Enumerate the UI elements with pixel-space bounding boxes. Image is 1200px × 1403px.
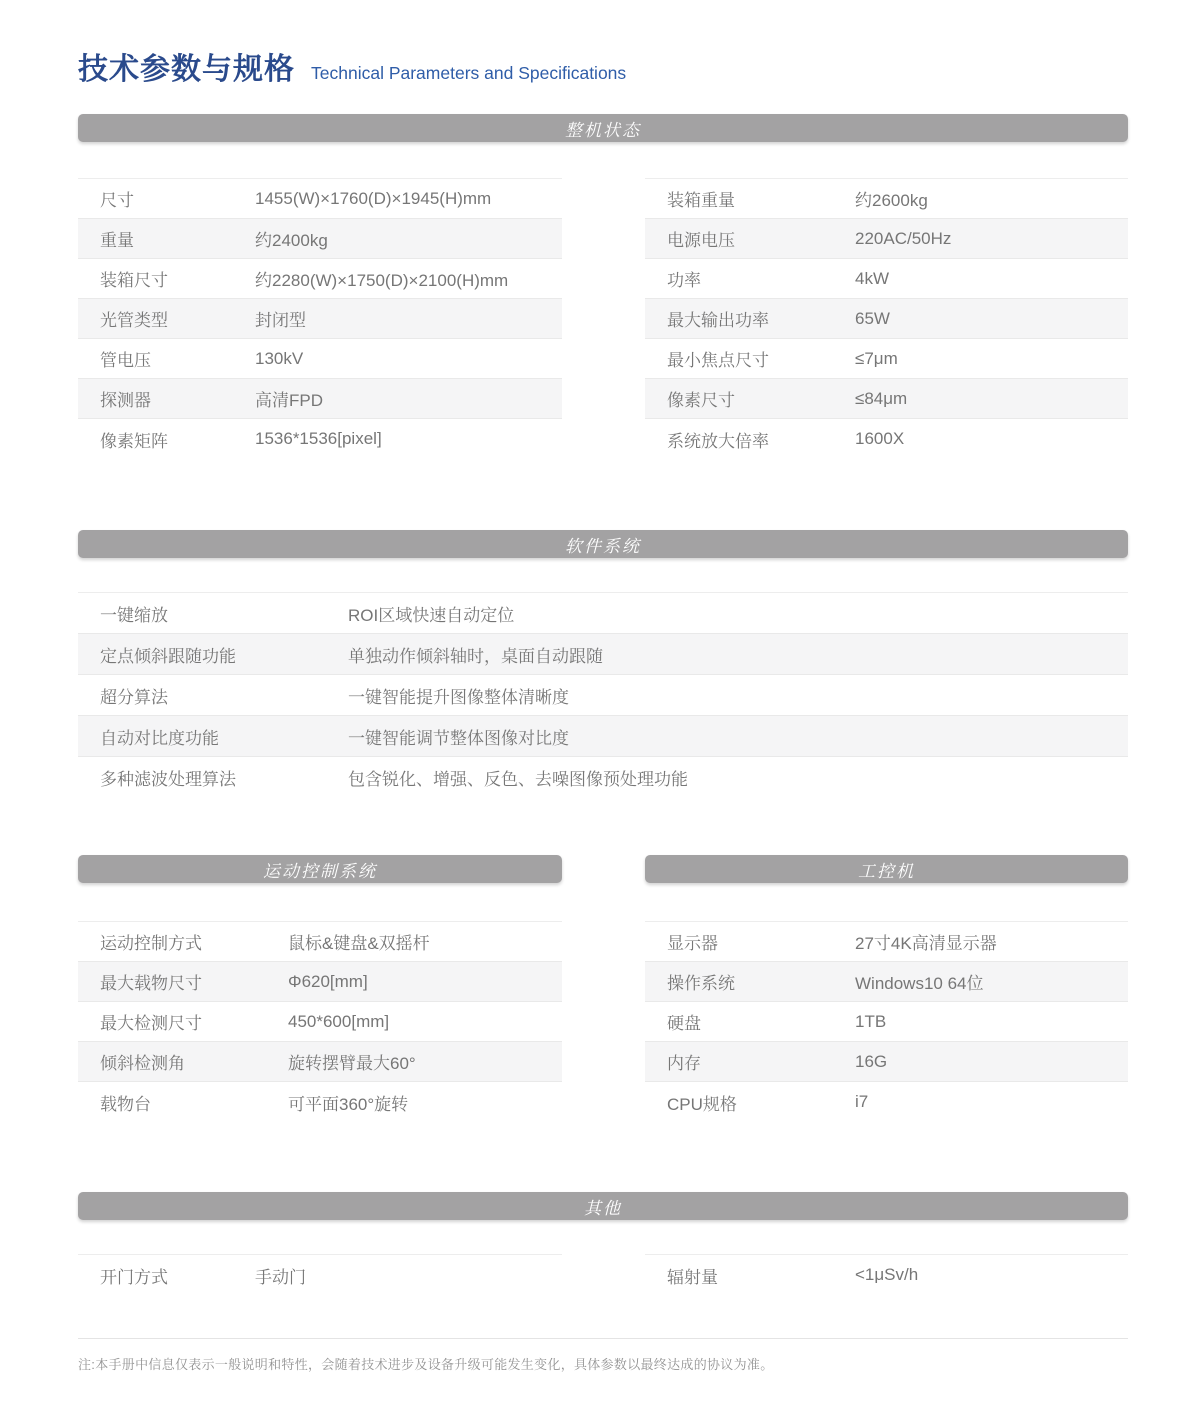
spec-label: 像素尺寸 (667, 391, 735, 410)
spec-value: 1TB (855, 1011, 887, 1031)
spec-label: 最小焦点尺寸 (667, 351, 769, 370)
motion-ipc-tables (78, 921, 1128, 1122)
spec-row (645, 1255, 1128, 1295)
spec-row (78, 179, 562, 219)
spec-label: 一键缩放 (100, 605, 168, 625)
spec-label: 装箱尺寸 (100, 271, 168, 290)
spec-value: 可平面360°旋转 (288, 1094, 409, 1114)
spec-label: 开门方式 (100, 1267, 168, 1287)
spec-value: 450*600[mm] (288, 1011, 390, 1031)
spec-row (78, 339, 562, 379)
footnote-text: 注:本手册中信息仅表示一般说明和特性，会随着技术进步及设备升级可能发生变化，具体参数以最终达成的协议为准。 (78, 1357, 774, 1372)
spec-value: 一键智能提升图像整体清晰度 (348, 687, 569, 707)
spec-value: 65W (855, 308, 890, 328)
spec-row (78, 259, 562, 299)
section-bars-motion-ipc (78, 855, 1128, 883)
spec-label: 最大载物尺寸 (100, 974, 202, 993)
machine-right-table (645, 178, 1128, 459)
spec-row (645, 259, 1128, 299)
spec-label: 最大输出功率 (667, 311, 769, 330)
section-bar-software-label: 软件系统 (565, 536, 641, 556)
section-bar-other-label: 其他 (584, 1198, 622, 1218)
spec-row (645, 179, 1128, 219)
spec-value: 鼠标&键盘&双摇杆 (288, 934, 430, 953)
spec-label: 尺寸 (100, 191, 134, 210)
spec-label: 装箱重量 (667, 191, 735, 210)
page-title-zh: 技术参数与规格 (78, 53, 295, 86)
spec-row (78, 716, 1128, 757)
spec-value: 1455(W)×1760(D)×1945(H)mm (255, 188, 492, 208)
motion-control-table (78, 921, 562, 1122)
section-bar-machine-status (78, 114, 1128, 142)
software-table (78, 592, 1128, 798)
spec-label: 管电压 (100, 351, 151, 370)
spec-row (645, 1082, 1128, 1122)
spec-row (78, 634, 1128, 675)
spec-row (78, 757, 1128, 798)
spec-value: 单独动作倾斜轴时，桌面自动跟随 (348, 646, 603, 666)
spec-value: 130kV (255, 348, 304, 368)
spec-row (645, 962, 1128, 1002)
section-bar-motion-label: 运动控制系统 (263, 861, 377, 881)
spec-row (645, 219, 1128, 259)
spec-label: 辐射量 (667, 1267, 718, 1287)
spec-row (645, 299, 1128, 339)
other-right-table (645, 1254, 1128, 1295)
spec-label: 显示器 (667, 934, 718, 953)
spec-label: 内存 (667, 1054, 701, 1073)
spec-value: <1μSv/h (855, 1265, 919, 1284)
spec-row (78, 1082, 562, 1122)
spec-label: 光管类型 (100, 311, 168, 330)
spec-label: 最大检测尺寸 (100, 1014, 202, 1033)
spec-label: 倾斜检测角 (100, 1054, 185, 1073)
spec-value: 16G (855, 1051, 888, 1071)
other-left-table (78, 1254, 562, 1295)
spec-row (78, 419, 562, 459)
spec-label: 重量 (100, 231, 134, 250)
spec-row (78, 379, 562, 419)
spec-value: 约2280(W)×1750(D)×2100(H)mm (255, 271, 509, 290)
section-bar-ipc (645, 855, 1128, 883)
page-title-en: Technical Parameters and Specifications (311, 63, 627, 83)
spec-value: 高清FPD (255, 391, 323, 410)
spec-row (78, 922, 562, 962)
spec-label: 超分算法 (100, 687, 168, 707)
spec-row (645, 1042, 1128, 1082)
spec-row (78, 962, 562, 1002)
section-bar-other (78, 1192, 1128, 1220)
spec-label: 电源电压 (667, 231, 735, 250)
page-title (78, 0, 1128, 88)
spec-row (645, 1002, 1128, 1042)
spec-value: 一键智能调节整体图像对比度 (348, 728, 569, 748)
spec-label: 功率 (667, 271, 701, 290)
spec-value: 手动门 (255, 1267, 306, 1287)
spec-row (645, 339, 1128, 379)
spec-row (78, 219, 562, 259)
spec-label: CPU规格 (667, 1094, 737, 1114)
spec-value: 约2600kg (855, 191, 928, 210)
machine-left-table (78, 178, 562, 459)
spec-label: 系统放大倍率 (667, 431, 769, 451)
spec-value: 220AC/50Hz (855, 228, 952, 248)
spec-value: ROI区域快速自动定位 (348, 605, 515, 625)
spec-value: 1536*1536[pixel] (255, 429, 382, 448)
section-bar-motion-control (78, 855, 562, 883)
spec-value: 包含锐化、增强、反色、去噪图像预处理功能 (348, 770, 688, 789)
section-bar-machine-label: 整机状态 (565, 120, 641, 140)
spec-label: 硬盘 (667, 1014, 701, 1033)
ipc-table (645, 921, 1128, 1122)
spec-label: 像素矩阵 (100, 431, 168, 451)
spec-value: 4kW (855, 268, 889, 288)
spec-label: 操作系统 (667, 974, 735, 993)
spec-value: 约2400kg (255, 231, 328, 250)
spec-row (645, 922, 1128, 962)
spec-label: 定点倾斜跟随功能 (100, 646, 236, 666)
spec-label: 多种滤波处理算法 (100, 770, 236, 789)
spec-label: 自动对比度功能 (100, 728, 219, 748)
spec-value: 封闭型 (255, 311, 306, 330)
spec-label: 运动控制方式 (100, 934, 202, 953)
other-tables (78, 1254, 1128, 1295)
section-bar-software (78, 530, 1128, 558)
spec-row (645, 379, 1128, 419)
spec-value: ≤7μm (855, 348, 898, 368)
spec-value: 1600X (855, 429, 905, 448)
spec-row (78, 1042, 562, 1082)
spec-label: 探测器 (100, 391, 151, 410)
spec-row (78, 675, 1128, 716)
spec-row (78, 593, 1128, 634)
spec-row (78, 299, 562, 339)
spec-value: 27寸4K高清显示器 (855, 934, 997, 953)
spec-value: Windows10 64位 (855, 974, 984, 993)
spec-row (78, 1002, 562, 1042)
machine-status-tables (78, 178, 1128, 459)
spec-label: 载物台 (100, 1094, 151, 1114)
spec-value: i7 (855, 1092, 869, 1111)
spec-value: 旋转摆臂最大60° (288, 1054, 416, 1073)
spec-row (645, 419, 1128, 459)
spec-value: ≤84μm (855, 388, 908, 408)
section-bar-ipc-label: 工控机 (858, 861, 915, 881)
spec-value: Φ620[mm] (288, 971, 368, 991)
spec-row (78, 1255, 562, 1295)
